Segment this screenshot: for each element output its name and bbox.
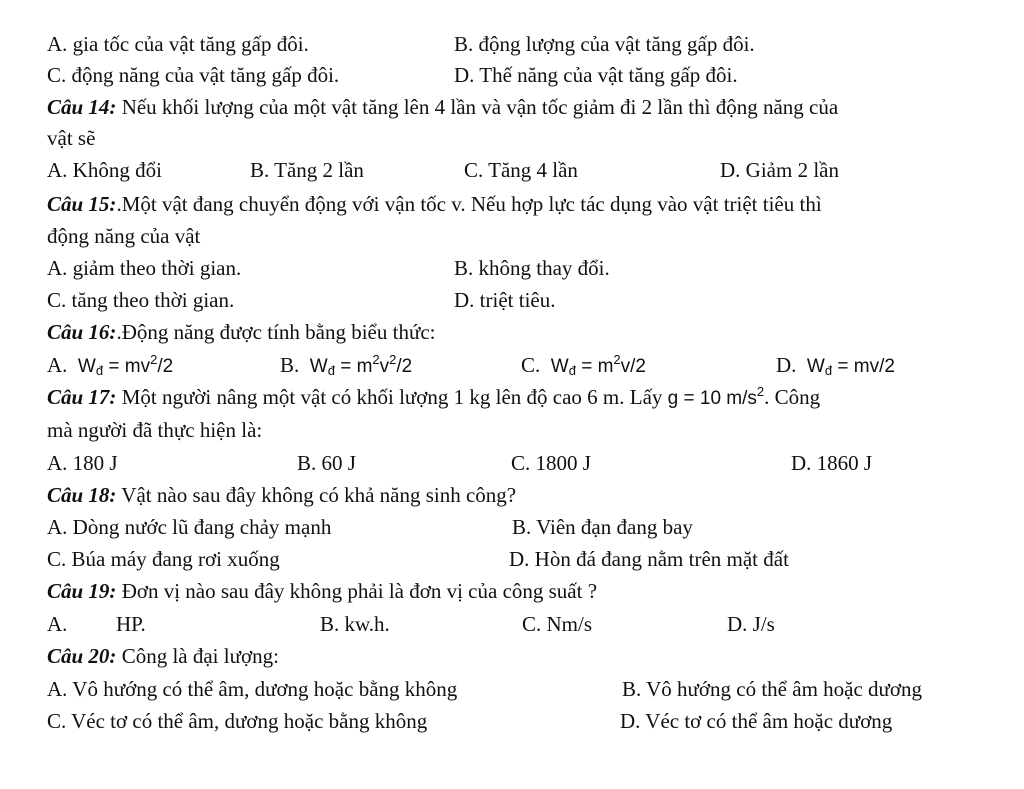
q19-option-c: C. Nm/s (522, 612, 593, 636)
q15-option-a: A. giảm theo thời gian. (47, 256, 242, 280)
q14-question (47, 93, 981, 121)
q19-text: Đơn vị nào sau đây không phải là đơn vị của công suất ? (116, 579, 598, 603)
q14-option-c: C. Tăng 4 lần (464, 158, 578, 182)
q20-text: Công là đại lượng: (116, 644, 279, 668)
q15-text-line1: .Một vật đang chuyển động với vận tốc v. Nếu hợp lực tác dụng vào vật triệt tiêu thì (116, 192, 822, 216)
q20-question (47, 642, 279, 670)
q16-option-d: D. $W_đ = mv/2$ (776, 353, 895, 378)
q16-option-a: A. $W_đ = mv^2/2$ (47, 352, 174, 378)
q20-option-a: A. Vô hướng có thể âm, dương hoặc bằng không (47, 677, 458, 701)
q20-option-d: D. Véc tơ có thể âm hoặc dương (620, 709, 893, 733)
q18-question (47, 481, 516, 509)
q20-option-b: B. Vô hướng có thể âm hoặc dương (622, 677, 923, 701)
q15-option-c: C. tăng theo thời gian. (47, 288, 235, 312)
q15-option-b: B. không thay đổi. (454, 256, 610, 280)
q16-text: .Động năng được tính bằng biểu thức: (116, 320, 436, 344)
q14-text-line1: Nếu khối lượng của một vật tăng lên 4 lần và vận tốc giảm đi 2 lần thì động năng của (116, 95, 839, 119)
q17-question (47, 383, 981, 413)
q13-option-a: A. gia tốc của vật tăng gấp đôi. (47, 32, 309, 56)
q18-option-d: D. Hòn đá đang nằm trên mặt đất (509, 547, 789, 571)
q14-text-line2: vật sẽ (47, 126, 96, 150)
q16-question (47, 318, 436, 346)
q18-option-b: B. Viên đạn đang bay (512, 515, 693, 539)
q19-option-b: B. kw.h. (320, 612, 390, 636)
q15-label: Câu 15: (47, 192, 117, 216)
q20-label: Câu 20: (47, 644, 117, 668)
q17-formula: g = 10 $m/s^2$ (667, 384, 765, 409)
q17-option-a: A. 180 J (47, 451, 118, 475)
q15-option-d: D. triệt tiêu. (454, 288, 556, 312)
q18-label: Câu 18: (47, 483, 117, 507)
q18-option-a: A. Dòng nước lũ đang chảy mạnh (47, 515, 332, 539)
q14-option-a: A. Không đổi (47, 158, 162, 182)
q14-label: Câu 14: (47, 95, 117, 119)
q17-text-part-a: Một người nâng một vật có khối lượng 1 kg lên độ cao 6 m. Lấy (116, 385, 668, 409)
q19-option-a-text: HP. (116, 612, 146, 636)
q19-question (47, 577, 597, 605)
q16-option-b: B. $W_đ = m^2v^2/2$ (280, 352, 413, 378)
q19-option-a-letter: A. (47, 612, 68, 636)
q14-option-b: B. Tăng 2 lần (250, 158, 364, 182)
q18-option-c: C. Búa máy đang rơi xuống (47, 547, 280, 571)
q13-option-d: D. Thế năng của vật tăng gấp đôi. (454, 63, 738, 87)
q15-question (47, 190, 981, 218)
q18-text: Vật nào sau đây không có khả năng sinh công? (116, 483, 517, 507)
q20-option-c: C. Véc tơ có thể âm, dương hoặc bằng không (47, 709, 428, 733)
q19-option-d: D. J/s (727, 612, 775, 636)
q16-label: Câu 16: (47, 320, 117, 344)
q15-text-line2: động năng của vật (47, 224, 201, 248)
q19-label: Câu 19: (47, 579, 117, 603)
q17-text-part-b: . Công (764, 385, 821, 409)
q14-option-d: D. Giảm 2 lần (720, 158, 839, 182)
q17-text-line2: mà người đã thực hiện là: (47, 418, 263, 442)
q16-option-c: C. $W_đ = m^2v/2$ (521, 352, 647, 378)
q17-option-b: B. 60 J (297, 451, 356, 475)
q17-option-c: C. 1800 J (511, 451, 591, 475)
q13-option-c: C. động năng của vật tăng gấp đôi. (47, 63, 340, 87)
q17-label: Câu 17: (47, 385, 117, 409)
q17-option-d: D. 1860 J (791, 451, 873, 475)
q13-option-b: B. động lượng của vật tăng gấp đôi. (454, 32, 755, 56)
